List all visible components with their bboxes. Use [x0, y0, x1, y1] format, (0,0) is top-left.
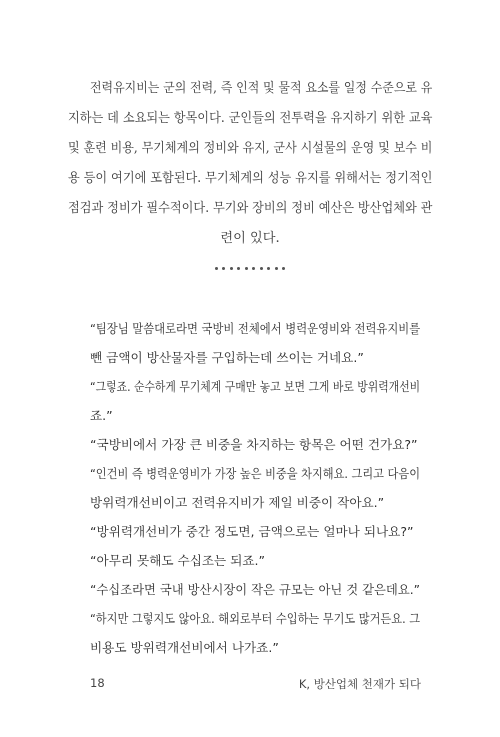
paragraph-line: 및 훈련 비용, 무기체계의 정비와 유지, 군사 시설물의 운영 및 보수 비 [68, 141, 433, 156]
divider-dot [230, 267, 233, 270]
dialogue-line: “수십조라면 국내 방산시장이 작은 규모는 아닌 것 같은데요.” [90, 582, 421, 597]
dialogue-line: 비용도 방위력개선비에서 나가죠.” [90, 640, 279, 655]
divider-dot [252, 267, 255, 270]
divider-dot [282, 267, 285, 270]
divider-dot [267, 267, 270, 270]
divider-dot [222, 267, 225, 270]
dialogue-line: “팀장님 말씀대로라면 국방비 전체에서 병력운영비와 전력유지비를 [90, 321, 421, 336]
dialogue-line: “아무리 못해도 수십조는 되죠.” [90, 553, 266, 568]
divider-dot [245, 267, 248, 270]
paragraph-line: 점검과 정비가 필수적이다. 무기와 장비의 정비 예산은 방산업체와 관 [68, 201, 433, 216]
dialogue-line: “인건비 즉 병력운영비가 가장 높은 비중을 차지해요. 그리고 다음이 [90, 466, 421, 481]
dialogue-line: 뺀 금액이 방산물자를 구입하는데 쓰이는 거네요.” [90, 350, 364, 365]
running-book-title: K, 방산업체 천재가 되다 [298, 677, 421, 691]
divider-dot [237, 267, 240, 270]
divider-dot [260, 267, 263, 270]
dialogue-line: “하지만 그렇지도 않아요. 해외로부터 수입하는 무기도 많거든요. 그 [90, 611, 421, 626]
dialogue-line: 방위력개선비이고 전력유지비가 제일 비중이 작아요.” [90, 495, 385, 510]
dialogue-line: “국방비에서 가장 큰 비중을 차지하는 항목은 어떤 건가요?” [90, 437, 418, 452]
dialogue-line: 죠.” [90, 408, 113, 423]
divider-dot [275, 267, 278, 270]
paragraph-line: 용 등이 여기에 포함된다. 무기체계의 성능 유지를 위해서는 정기적인 [68, 171, 433, 186]
dialogue-line: “방위력개선비가 중간 정도면, 금액으로는 얼마나 되나요?” [90, 524, 414, 539]
paragraph-line: 련이 있다. [220, 231, 280, 246]
paragraph-line: 지하는 데 소요되는 항목이다. 군인들의 전투력을 유지하기 위한 교육 [68, 111, 433, 126]
section-divider [215, 267, 285, 273]
page-number: 18 [90, 676, 105, 690]
paragraph-line: 전력유지비는 군의 전력, 즉 인적 및 물적 요소를 일정 수준으로 유 [90, 81, 433, 96]
dialogue-line: “그렇죠. 순수하게 무기체계 구매만 놓고 보면 그게 바로 방위력개선비 [90, 379, 421, 394]
divider-dot [215, 267, 218, 270]
